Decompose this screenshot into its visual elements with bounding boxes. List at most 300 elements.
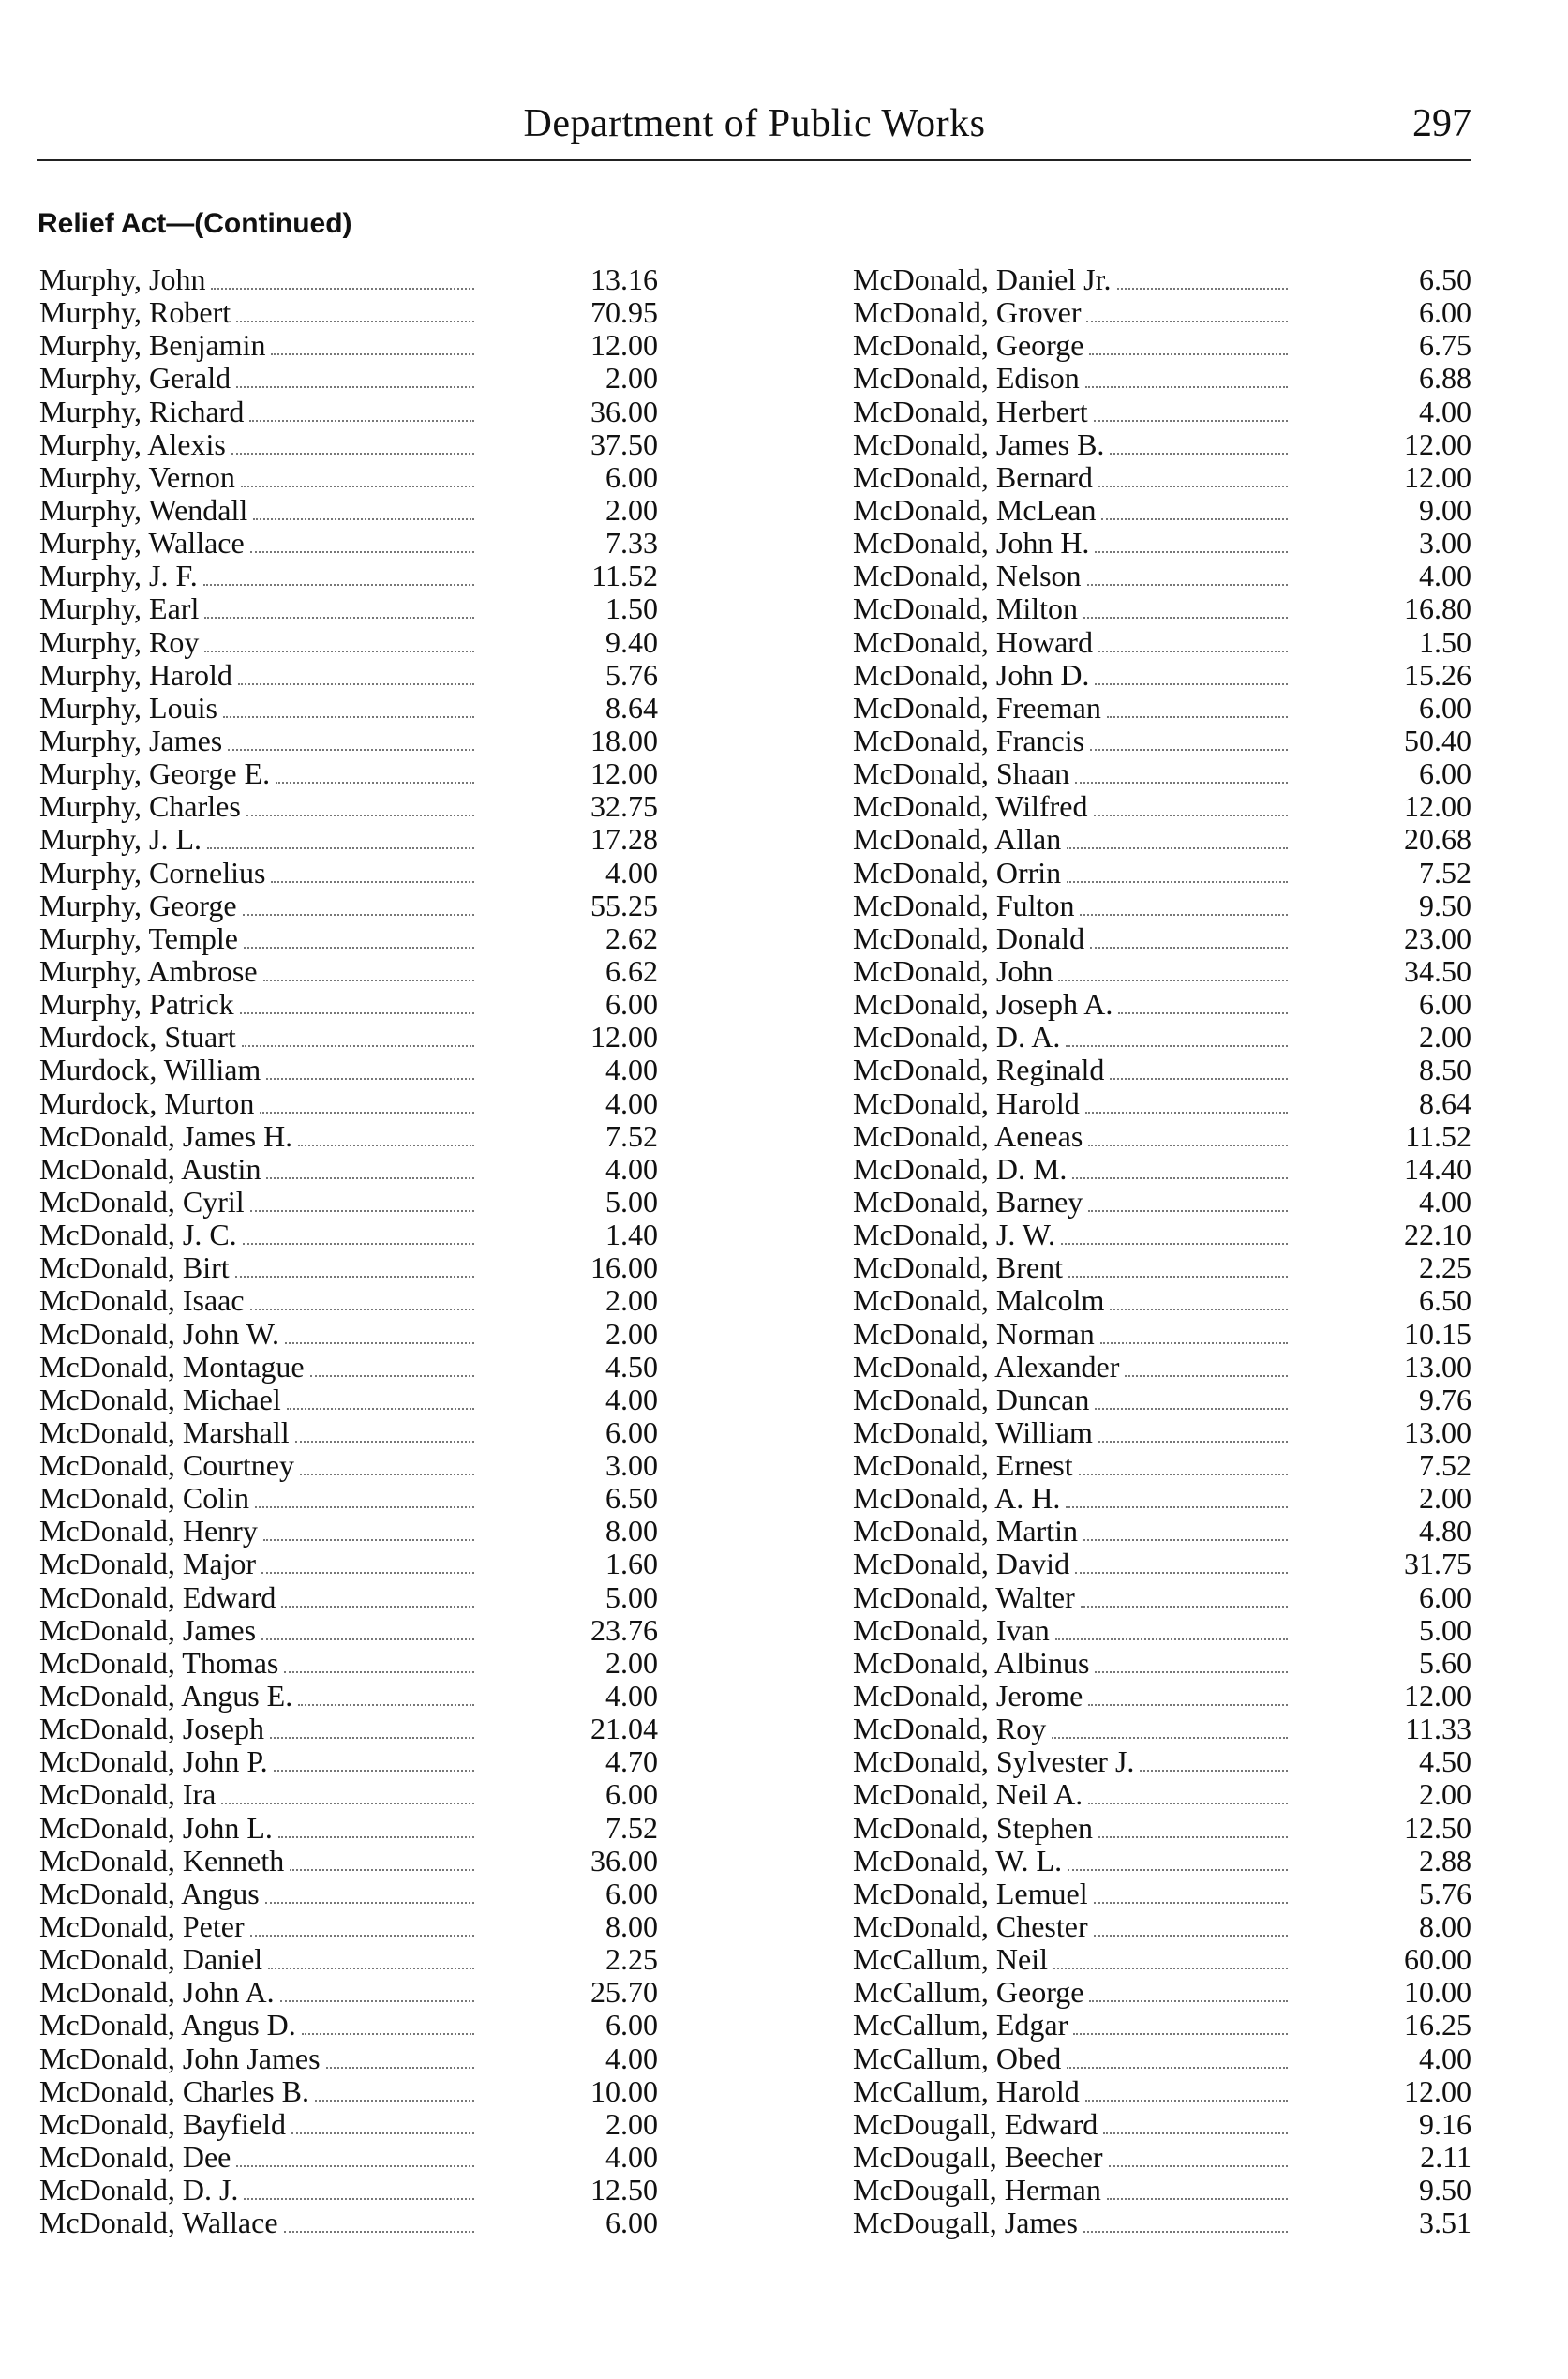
list-item (853, 790, 1471, 823)
dot-leader (240, 1012, 474, 1014)
dot-leader (244, 2198, 474, 2200)
list-item (853, 1219, 1471, 1251)
entry-name: McDonald, McLean (853, 493, 1097, 527)
list-item (853, 1153, 1471, 1186)
entry-name-cell (853, 2075, 1293, 2109)
list-item (853, 1910, 1471, 1943)
entry-name: McDonald, Courtney (39, 1449, 294, 1483)
entry-name-cell (39, 1318, 480, 1352)
list-item (853, 955, 1471, 988)
dot-leader (300, 1474, 474, 1475)
dot-leader (1098, 1836, 1288, 1838)
list-item (853, 527, 1471, 560)
entry-name-cell (853, 1219, 1293, 1252)
dot-leader (236, 2165, 474, 2167)
entry-name: Murphy, Alexis (39, 427, 226, 461)
entry-amount: 2.00 (605, 2106, 658, 2141)
list-item (853, 1449, 1471, 1482)
entry-name: McDonald, Daniel (39, 1943, 263, 1977)
entry-name: McDougall, Beecher (853, 2141, 1103, 2175)
list-item (853, 1845, 1471, 1878)
entry-amount: 6.00 (605, 1414, 658, 1449)
entry-amount: 5.76 (1419, 1876, 1471, 1910)
entry-name-cell (853, 757, 1293, 791)
dot-leader (1081, 1606, 1288, 1608)
list-item (853, 362, 1471, 395)
entry-name-cell (853, 922, 1293, 956)
list-item (853, 1680, 1471, 1713)
entry-name-cell (853, 857, 1293, 890)
entry-name-cell (853, 1910, 1293, 1944)
entry-name: Murphy, Earl (39, 592, 200, 626)
entry-name: McDonald, Chester (853, 1910, 1088, 1944)
list-item (853, 1647, 1471, 1680)
entry-name: McDonald, Ernest (853, 1449, 1073, 1483)
entry-name: McDonald, James H. (39, 1119, 293, 1153)
entry-amount: 2.11 (1420, 2140, 1471, 2175)
list-item (853, 2009, 1471, 2042)
entry-name: McDonald, Major (39, 1548, 257, 1581)
list-item (853, 461, 1471, 494)
dot-leader (315, 2100, 474, 2102)
entry-amount: 2.62 (605, 920, 658, 955)
dot-leader (1068, 1276, 1288, 1278)
entry-amount: 10.00 (590, 2073, 658, 2108)
entry-amount: 4.00 (605, 855, 658, 890)
entry-name-cell (39, 692, 480, 726)
entry-name: McDonald, Walter (853, 1580, 1075, 1614)
entry-amount: 36.00 (590, 394, 658, 428)
list-item (39, 461, 658, 494)
list-item (39, 988, 658, 1021)
dot-leader (1055, 1638, 1288, 1640)
dot-leader (284, 1671, 474, 1673)
entry-name-cell (39, 527, 480, 561)
entry-amount: 16.00 (590, 1250, 658, 1285)
dot-leader (228, 749, 474, 751)
entry-name: McCallum, Edgar (853, 2009, 1068, 2042)
list-item (39, 1778, 658, 1811)
dot-leader (1098, 1441, 1288, 1443)
entry-name: McDonald, George (853, 329, 1084, 363)
dot-leader (238, 683, 474, 685)
list-item (39, 1845, 658, 1878)
dot-leader (1107, 716, 1288, 718)
list-item (39, 1548, 658, 1580)
dot-leader (1095, 1671, 1288, 1673)
entry-name: McDonald, Freeman (853, 691, 1101, 725)
dot-leader (1088, 1704, 1288, 1706)
entry-amount: 3.00 (1419, 526, 1471, 561)
list-item (39, 1812, 658, 1845)
entry-name: McDonald, John A. (39, 1976, 275, 2010)
entry-name: Murphy, Cornelius (39, 856, 266, 890)
list-item (853, 329, 1471, 362)
entry-amount: 6.00 (605, 987, 658, 1022)
list-item (853, 1548, 1471, 1580)
entry-amount: 12.50 (590, 2173, 658, 2207)
entry-name: McDonald, Francis (853, 724, 1085, 757)
list-item (39, 692, 658, 725)
list-item (853, 823, 1471, 856)
list-item (853, 890, 1471, 922)
entry-name-cell (853, 329, 1293, 363)
list-item (39, 890, 658, 922)
entry-name: McDonald, Angus (39, 1877, 260, 1910)
entry-name-cell (853, 1416, 1293, 1450)
entry-name: McCallum, George (853, 1976, 1084, 2010)
entry-amount: 2.00 (1419, 1020, 1471, 1055)
entry-amount: 31.75 (1404, 1547, 1471, 1581)
dot-leader (241, 486, 474, 487)
list-item (853, 1021, 1471, 1054)
entry-amount: 12.00 (590, 1020, 658, 1055)
dot-leader (270, 1737, 474, 1739)
entry-name-cell (39, 2207, 480, 2240)
entry-name-cell (39, 1153, 480, 1187)
dot-leader (1089, 353, 1288, 355)
entry-name-cell (853, 790, 1293, 824)
dot-leader (1066, 1506, 1288, 1508)
entry-name-cell (853, 988, 1293, 1022)
entry-name-cell (39, 263, 480, 297)
dot-leader (1090, 749, 1288, 751)
list-item (853, 2042, 1471, 2075)
entry-name: McDonald, David (853, 1548, 1070, 1581)
entry-amount: 4.00 (605, 1382, 658, 1416)
page-title: Department of Public Works (523, 102, 986, 145)
entry-name-cell (39, 1680, 480, 1713)
entry-amount: 23.00 (1404, 920, 1471, 955)
dot-leader (1067, 2067, 1288, 2069)
entry-name-cell (853, 1878, 1293, 1911)
entry-amount: 23.76 (590, 1612, 658, 1647)
entry-amount: 6.88 (1419, 361, 1471, 396)
entry-amount: 6.00 (1419, 987, 1471, 1022)
entry-name: Murdock, Stuart (39, 1021, 236, 1055)
dot-leader (298, 1704, 474, 1706)
dot-leader (250, 551, 474, 553)
dot-leader (1083, 1539, 1288, 1541)
entry-name: Murphy, Louis (39, 691, 217, 725)
entry-name-cell (853, 692, 1293, 726)
list-item (853, 1812, 1471, 1845)
entry-name: McDonald, Birt (39, 1251, 230, 1285)
list-item (39, 857, 658, 890)
list-item (39, 1581, 658, 1614)
entry-name-cell (39, 396, 480, 429)
entry-amount: 8.64 (605, 690, 658, 725)
list-item (39, 1680, 658, 1713)
list-item (853, 1186, 1471, 1219)
list-item (39, 922, 658, 955)
list-item (853, 725, 1471, 757)
entry-amount: 12.00 (1404, 459, 1471, 494)
entry-name: Murphy, George E. (39, 757, 271, 791)
dot-leader (255, 1506, 474, 1508)
entry-amount: 16.25 (1404, 2008, 1471, 2042)
entry-amount: 10.15 (1404, 1316, 1471, 1351)
entry-name: McDonald, J. C. (39, 1219, 237, 1252)
entry-name-cell (853, 725, 1293, 758)
dot-leader (295, 1441, 474, 1443)
entry-name-cell (853, 1318, 1293, 1352)
dot-leader (266, 1177, 474, 1179)
entry-name-cell (853, 1186, 1293, 1219)
dot-leader (1095, 1408, 1288, 1410)
entry-name: McDonald, Thomas (39, 1646, 279, 1680)
entry-name-cell (39, 2108, 480, 2142)
entry-name-cell (853, 2108, 1293, 2142)
entry-name-cell (853, 461, 1293, 495)
list-item (39, 790, 658, 823)
entry-name: McDonald, Ira (39, 1778, 217, 1812)
dot-leader (1100, 1342, 1288, 1344)
list-item (39, 329, 658, 362)
entry-amount: 12.50 (1404, 1810, 1471, 1845)
entry-name: McDonald, Stephen (853, 1811, 1093, 1845)
entry-name: McDonald, John D. (853, 658, 1090, 692)
page-header (37, 101, 1471, 157)
entry-name-cell (39, 1812, 480, 1846)
list-item (39, 1713, 658, 1745)
entry-name-cell (39, 988, 480, 1022)
entry-amount: 60.00 (1404, 1942, 1471, 1977)
entry-name: Murphy, Robert (39, 296, 231, 330)
entry-name-cell (853, 527, 1293, 561)
entry-amount: 9.76 (1419, 1382, 1471, 1416)
entry-name: McDougall, James (853, 2207, 1078, 2240)
dot-leader (263, 980, 474, 981)
entry-name: Murphy, James (39, 724, 223, 757)
entry-amount: 4.00 (1419, 559, 1471, 593)
list-item (39, 2141, 658, 2174)
entry-amount: 4.00 (1419, 1184, 1471, 1219)
entry-amount: 1.40 (605, 1218, 658, 1252)
entry-name-cell (853, 1812, 1293, 1846)
dot-leader (236, 386, 474, 388)
entry-name-cell (853, 1449, 1293, 1483)
entry-amount: 8.00 (605, 1909, 658, 1944)
dot-leader (1098, 486, 1288, 487)
dot-leader (263, 1539, 474, 1541)
dot-leader (1073, 2033, 1288, 2035)
entry-name-cell (853, 1153, 1293, 1187)
entry-name-cell (39, 1878, 480, 1911)
entry-name: McDonald, Marshall (39, 1415, 290, 1449)
entry-amount: 9.50 (1419, 2173, 1471, 2207)
list-item (853, 592, 1471, 625)
entry-name: Murphy, Temple (39, 921, 238, 955)
entry-amount: 2.00 (1419, 1777, 1471, 1812)
entry-name: McDonald, Jerome (853, 1680, 1083, 1713)
entry-amount: 4.00 (1419, 394, 1471, 428)
list-item (853, 1284, 1471, 1317)
entry-name: Murphy, John (39, 263, 206, 296)
entry-amount: 4.00 (605, 2041, 658, 2075)
entry-amount: 7.33 (605, 526, 658, 561)
list-item (853, 2141, 1471, 2174)
dot-leader (204, 617, 474, 619)
list-item (853, 692, 1471, 725)
dot-leader (1088, 1803, 1288, 1804)
dot-leader (1103, 2132, 1288, 2134)
dot-leader (1110, 1309, 1288, 1310)
entry-name: McDonald, A. H. (853, 1482, 1061, 1516)
entry-name: McDonald, James B. (853, 427, 1105, 461)
entry-name-cell (39, 1416, 480, 1450)
entry-amount: 11.52 (1405, 1118, 1471, 1153)
dot-leader (271, 353, 474, 355)
entry-amount: 2.00 (1419, 1481, 1471, 1516)
list-item (39, 1318, 658, 1351)
entry-name-cell (853, 1713, 1293, 1746)
entry-amount: 8.00 (1419, 1909, 1471, 1944)
entry-name: McDonald, Bayfield (39, 2107, 287, 2141)
dot-leader (1095, 551, 1288, 553)
entry-name-cell (39, 2042, 480, 2076)
entry-name-cell (853, 1581, 1293, 1615)
entry-name-cell (853, 1351, 1293, 1384)
dot-leader (1109, 2165, 1288, 2167)
entry-name: McDonald, Dee (39, 2141, 231, 2175)
list-item (853, 2174, 1471, 2207)
list-item (853, 1384, 1471, 1416)
entry-amount: 12.00 (1404, 789, 1471, 824)
list-item (39, 1219, 658, 1251)
entry-name: McDonald, Isaac (39, 1284, 245, 1318)
list-item (39, 757, 658, 790)
list-item (39, 1284, 658, 1317)
entry-name-cell (39, 1515, 480, 1549)
dot-leader (290, 1869, 474, 1871)
entry-amount: 14.40 (1404, 1151, 1471, 1186)
entry-name: McDonald, Neil A. (853, 1778, 1083, 1812)
entry-name-cell (39, 329, 480, 363)
entry-name: McDonald, Malcolm (853, 1284, 1105, 1318)
dot-leader (249, 420, 474, 422)
entry-name: Murphy, George (39, 889, 237, 922)
entry-amount: 20.68 (1404, 822, 1471, 857)
entry-name: McDonald, Brent (853, 1251, 1063, 1285)
list-item (39, 494, 658, 527)
entry-amount: 12.00 (1404, 426, 1471, 461)
entry-name: McDonald, Wallace (39, 2207, 278, 2240)
entry-name: McDonald, Cyril (39, 1185, 245, 1219)
list-item (39, 1054, 658, 1086)
entry-name: Murphy, Vernon (39, 460, 235, 494)
dot-leader (271, 881, 474, 883)
entry-name-cell (39, 1120, 480, 1154)
entry-amount: 50.40 (1404, 723, 1471, 757)
dot-leader (1061, 1243, 1288, 1245)
entry-name: McDonald, William (853, 1415, 1093, 1449)
entry-name-cell (853, 1976, 1293, 2010)
entry-name: McDonald, Nelson (853, 560, 1082, 593)
dot-leader (1086, 321, 1288, 322)
entry-amount: 4.00 (605, 1085, 658, 1120)
entry-name: McDonald, Grover (853, 296, 1082, 330)
entry-name-cell (853, 1251, 1293, 1285)
entry-amount: 22.10 (1404, 1218, 1471, 1252)
entry-amount: 2.25 (605, 1942, 658, 1977)
list-item (853, 1351, 1471, 1384)
entry-name-cell (853, 1284, 1293, 1318)
entry-amount: 11.52 (591, 559, 658, 593)
entry-name: McDonald, Roy (853, 1713, 1047, 1746)
list-item (39, 428, 658, 461)
entry-name-cell (853, 1021, 1293, 1055)
entry-amount: 8.64 (1419, 1085, 1471, 1120)
entry-amount: 17.28 (590, 822, 658, 857)
dot-leader (326, 2067, 474, 2069)
entry-name: McDonald, Daniel Jr. (853, 263, 1112, 296)
list-item (39, 296, 658, 329)
entry-name-cell (39, 1713, 480, 1746)
entry-amount: 4.00 (605, 2140, 658, 2175)
entry-name-cell (39, 560, 480, 593)
entry-amount: 2.25 (1419, 1250, 1471, 1285)
dot-leader (250, 1935, 474, 1937)
entry-amount: 11.33 (1405, 1712, 1471, 1746)
entry-name-cell (853, 428, 1293, 462)
list-item (39, 1087, 658, 1120)
list-item (39, 527, 658, 560)
entry-amount: 6.50 (1419, 1283, 1471, 1318)
list-item (853, 857, 1471, 890)
entry-amount: 9.50 (1419, 888, 1471, 922)
dot-leader (223, 716, 474, 718)
entry-name: McDonald, Orrin (853, 856, 1062, 890)
entry-amount: 6.00 (1419, 295, 1471, 330)
list-item (39, 2075, 658, 2108)
entry-name: Murphy, Wallace (39, 527, 245, 561)
entry-name-cell (39, 1548, 480, 1581)
list-item (39, 2108, 658, 2141)
left-column (39, 263, 658, 2239)
entry-name: McDonald, Sylvester J. (853, 1745, 1135, 1779)
entry-amount: 15.26 (1404, 657, 1471, 692)
entry-name: McDonald, Alexander (853, 1350, 1120, 1384)
entry-name-cell (853, 1614, 1293, 1648)
entry-name-cell (39, 1614, 480, 1648)
entry-name-cell (39, 823, 480, 857)
entry-name: McDonald, Albinus (853, 1646, 1090, 1680)
dot-leader (261, 1638, 474, 1640)
list-item (853, 560, 1471, 592)
entry-name: McDonald, John P. (39, 1745, 268, 1779)
entry-name: Murphy, J. L. (39, 823, 202, 857)
list-item (853, 1482, 1471, 1515)
entry-name: McDonald, John H. (853, 527, 1090, 561)
entry-name-cell (39, 1284, 480, 1318)
entry-amount: 6.00 (605, 1777, 658, 1812)
dot-leader (211, 288, 474, 290)
dot-leader (1090, 947, 1288, 949)
dot-leader (1089, 2000, 1288, 2002)
list-item (39, 1976, 658, 2009)
entry-name: McCallum, Neil (853, 1943, 1048, 1977)
list-item (39, 362, 658, 395)
entry-amount: 9.00 (1419, 492, 1471, 527)
dot-leader (1094, 815, 1289, 816)
dot-leader (281, 1606, 474, 1608)
entry-name-cell (39, 1054, 480, 1087)
dot-leader (207, 847, 474, 849)
entry-name: McDonald, Bernard (853, 460, 1093, 494)
dot-leader (1094, 1935, 1288, 1937)
dot-leader (276, 782, 474, 784)
